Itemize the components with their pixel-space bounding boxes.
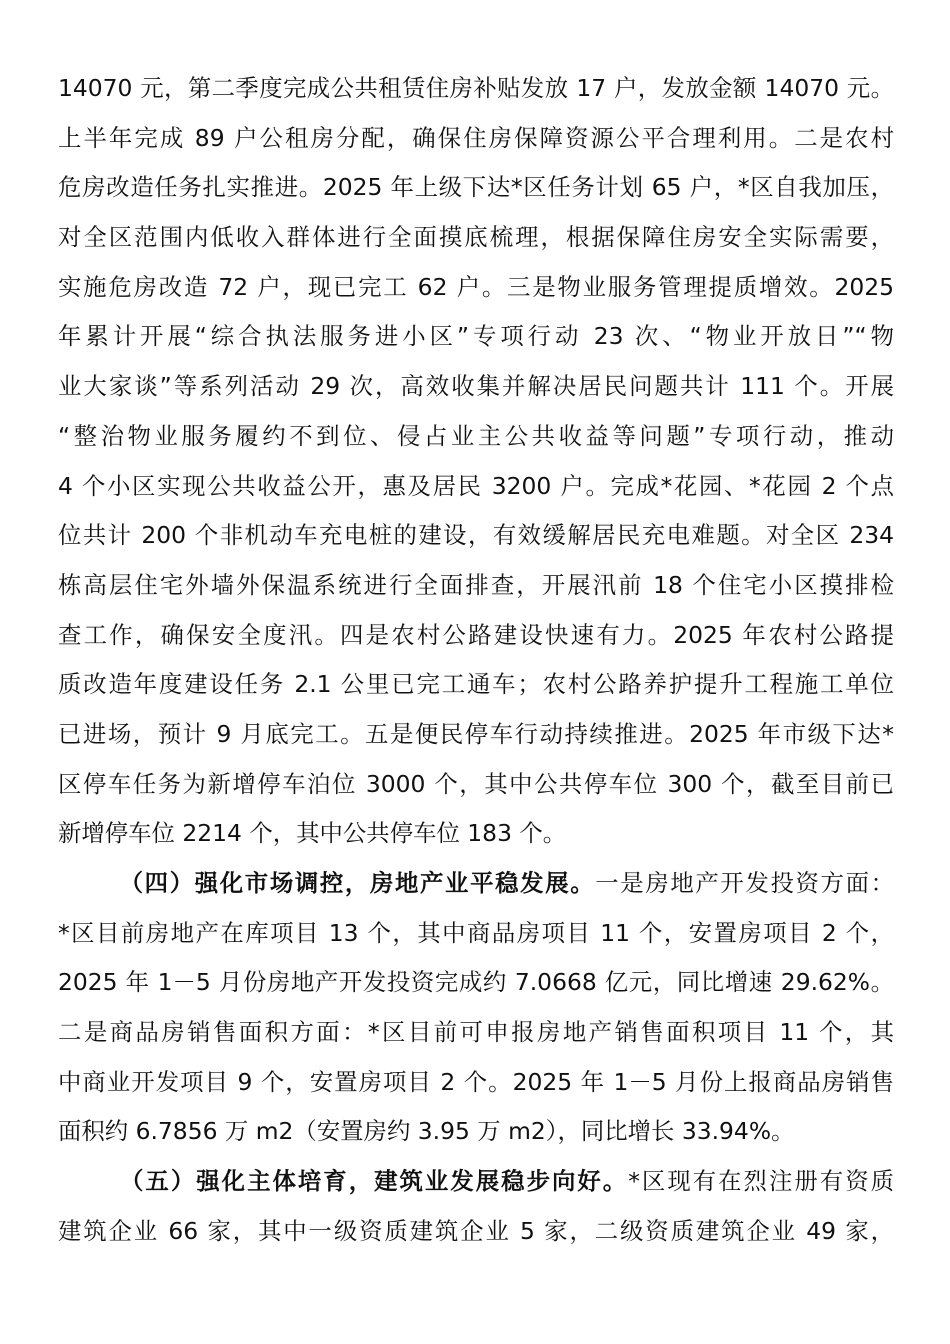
section-heading: （四）强化市场调控，房地产业平稳发展。 [118,869,596,897]
text-line: 二是商品房销售面积方面：*区目前可申报房地产销售面积项目 11 个，其 [58,1018,894,1047]
text-line: 上半年完成 89 户公租房分配，确保住房保障资源公平合理利用。二是农村 [58,123,894,152]
text-line [58,859,894,909]
text-line: 查工作，确保安全度汛。四是农村公路建设快速有力。2025 年农村公路提 [58,620,894,649]
text-line: 建筑企业 66 家，其中一级资质建筑企业 5 家，二级资质建筑企业 49 家， [58,1216,894,1245]
section-heading: （五）强化主体培育，建筑业发展稳步向好。 [118,1167,629,1196]
text-run: *区现有在烈注册有资质 [628,1167,894,1196]
text-line: 业大家谈”等系列活动 29 次，高效收集并解决居民问题共计 111 个。开展 [58,372,894,401]
text-line: 对全区范围内低收入群体进行全面摸底梳理，根据保障住房安全实际需要， [58,223,894,252]
text-line: 面积约 6.7856 万 m2（安置房约 3.95 万 m2），同比增长 33.94%。 [58,1117,795,1146]
text-line: *区目前房地产在库项目 13 个，其中商品房项目 11 个，安置房项目 2 个， [58,918,894,947]
text-line: 位共计 200 个非机动车充电桩的建设，有效缓解居民充电难题。对全区 234 [58,521,894,550]
paragraph-real-estate [58,859,894,1157]
text-line: 区停车任务为新增停车泊位 3000 个，其中公共停车位 300 个，截至目前已 [58,769,894,798]
text-line: 年累计开展“综合执法服务进小区”专项行动 23 次、“物业开放日”“物 [58,322,894,351]
text-line: 14070 元，第二季度完成公共租赁住房补贴发放 17 户，发放金额 14070 元。 [58,74,894,102]
paragraph-construction [58,1157,894,1256]
text-line: 已进场，预计 9 月底完工。五是便民停车行动持续推进。2025 年市级下达* [58,719,894,748]
text-line: 实施危房改造 72 户，现已完工 62 户。三是物业服务管理提质增效。2025 [58,272,894,301]
text-line: 危房改造任务扎实推进。2025 年上级下达*区任务计划 65 户，*区自我加压， [58,173,894,202]
text-line: 中商业开发项目 9 个，安置房项目 2 个。2025 年 1－5 月份上报商品房销售 [58,1067,894,1096]
text-line: “整治物业服务履约不到位、侵占业主公共收益等问题”专项行动，推动 [58,421,894,450]
text-line: 新增停车位 2214 个，其中公共停车位 183 个。 [58,819,567,848]
text-line: 4 个小区实现公共收益公开，惠及居民 3200 户。完成*花园、*花园 2 个点 [58,471,894,500]
document-body [58,64,894,1257]
text-run: 一是房地产开发投资方面： [595,869,895,897]
text-line: 栋高层住宅外墙外保温系统进行全面排查，开展汛前 18 个住宅小区摸排检 [58,570,894,599]
paragraph-housing-services [58,64,894,859]
text-line: 质改造年度建设任务 2.1 公里已完工通车；农村公路养护提升工程施工单位 [58,670,894,699]
text-line [58,1157,894,1207]
text-line: 2025 年 1－5 月份房地产开发投资完成约 7.0668 亿元，同比增速 29.62%。 [58,968,894,997]
